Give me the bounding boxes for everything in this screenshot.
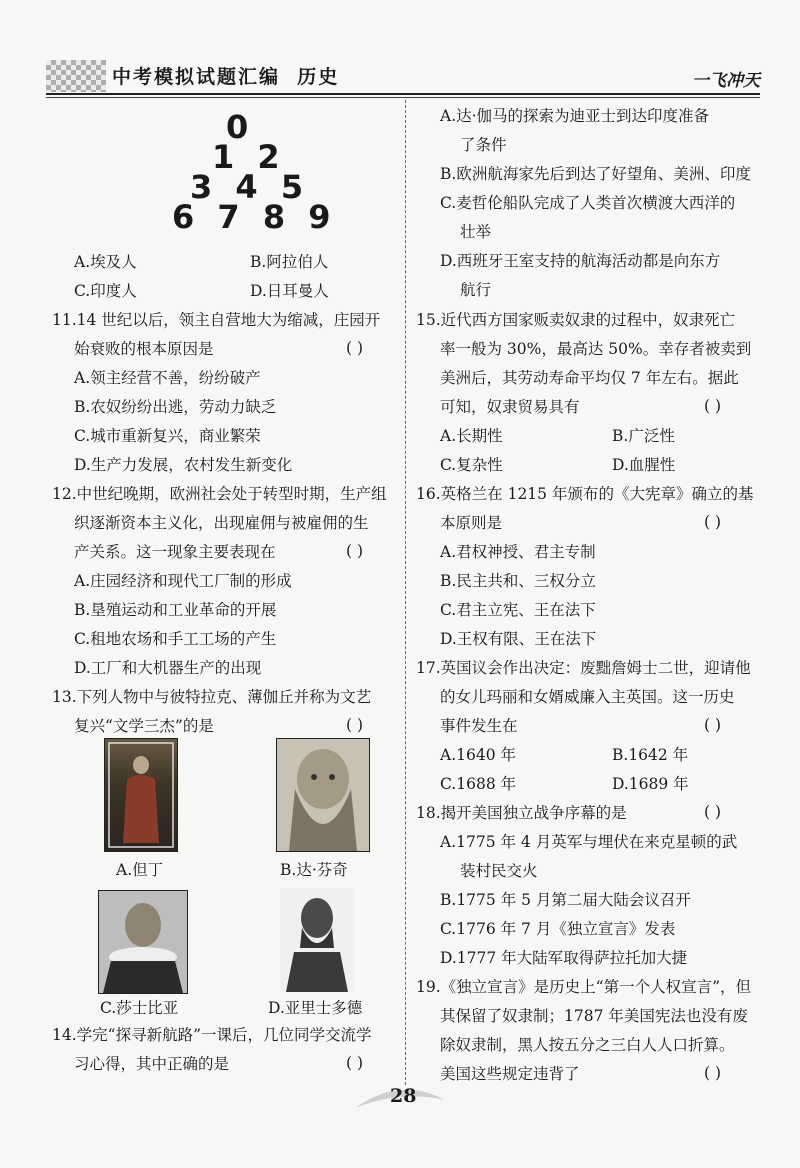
- page-number: 28: [390, 1085, 417, 1107]
- header-decoration: [46, 60, 106, 92]
- da-vinci-portrait: [276, 738, 370, 852]
- q15-option-b: B.广泛性: [612, 427, 675, 445]
- q15-stem-2: 率一般为 30%，最高达 50%。幸存者被卖到: [440, 340, 752, 358]
- pyramid-row-4: 6 7 8 9: [172, 198, 337, 236]
- q17-stem: 17.英国议会作出决定：废黜詹姆士二世，迎请他: [416, 659, 751, 677]
- book-title: 中考模拟试题汇编 历史: [112, 66, 340, 88]
- header-rule: [46, 93, 760, 95]
- q15-option-c: C.复杂性: [440, 456, 503, 474]
- q15-option-d: D.血腥性: [612, 456, 676, 474]
- q19-stem-4: 美国这些规定违背了: [440, 1065, 580, 1083]
- column-divider: [405, 100, 406, 1085]
- q18-stem: 18.揭开美国独立战争序幕的是: [416, 804, 627, 822]
- q14-stem: 14.学完“探寻新航路”一课后，几位同学交流学: [52, 1026, 372, 1044]
- pyramid-row-3: 3 4 5: [190, 168, 310, 206]
- q17-answer-blank: ( ): [704, 716, 722, 734]
- q18-option-c: C.1776 年 7 月《独立宣言》发表: [440, 920, 676, 938]
- q10-option-a: A.埃及人: [74, 253, 137, 271]
- q17-option-d: D.1689 年: [612, 775, 689, 793]
- q12-option-d: D.工厂和大机器生产的出现: [74, 659, 262, 677]
- pyramid-row-2: 1 2: [212, 138, 286, 176]
- aristotle-bust: [280, 888, 354, 992]
- q15-stem-4: 可知，奴隶贸易具有: [440, 398, 580, 416]
- q19-answer-blank: ( ): [704, 1064, 722, 1082]
- q11-option-d: D.生产力发展，农村发生新变化: [74, 456, 293, 474]
- q14-option-b: B.欧洲航海家先后到达了好望角、美洲、印度: [440, 165, 751, 183]
- q12-option-b: B.垦殖运动和工业革命的开展: [74, 601, 277, 619]
- q13-stem: 13.下列人物中与彼特拉克、薄伽丘并称为文艺: [52, 688, 372, 706]
- q11-stem: 11.14 世纪以后，领主自营地大为缩减，庄园开: [52, 311, 381, 329]
- q12-stem-3: 产关系。这一现象主要表现在: [74, 543, 276, 561]
- q15-answer-blank: ( ): [704, 397, 722, 415]
- q17-option-b: B.1642 年: [612, 746, 689, 764]
- q15-stem: 15.近代西方国家贩卖奴隶的过程中，奴隶死亡: [416, 311, 736, 329]
- q17-option-a: A.1640 年: [440, 746, 516, 764]
- q18-option-a-2: 装村民交火: [460, 862, 538, 880]
- q16-option-a: A.君权神授、君主专制: [440, 543, 596, 561]
- q14-option-d-2: 航行: [460, 281, 492, 299]
- header-rule-thin: [46, 97, 760, 98]
- q14-option-d: D.西班牙王室支持的航海活动都是向东方: [440, 252, 721, 270]
- q12-option-c: C.租地农场和手工工场的产生: [74, 630, 277, 648]
- brand-logo: 一飞冲天: [692, 71, 760, 91]
- caption-b: B.达·芬奇: [280, 861, 348, 879]
- q16-option-d: D.王权有限、王在法下: [440, 630, 597, 648]
- q16-answer-blank: ( ): [704, 513, 722, 531]
- q11-option-a: A.领主经营不善，纷纷破产: [74, 369, 261, 387]
- q11-option-c: C.城市重新复兴，商业繁荣: [74, 427, 261, 445]
- q15-stem-3: 美洲后，其劳动寿命平均仅 7 年左右。据此: [440, 369, 739, 387]
- q19-stem-2: 其保留了奴隶制；1787 年美国宪法也没有废: [440, 1007, 748, 1025]
- pyramid-row-1: 0: [226, 108, 255, 146]
- q17-stem-3: 事件发生在: [440, 717, 518, 735]
- q12-stem: 12.中世纪晚期，欧洲社会处于转型时期，生产组: [52, 485, 387, 503]
- q12-answer-blank: ( ): [346, 542, 364, 560]
- caption-c: C.莎士比亚: [100, 999, 179, 1017]
- q14-option-c-2: 壮举: [460, 223, 492, 241]
- q11-option-b: B.农奴纷纷出逃，劳动力缺乏: [74, 398, 277, 416]
- q16-stem: 16.英格兰在 1215 年颁布的《大宪章》确立的基: [416, 485, 754, 503]
- caption-d: D.亚里士多德: [268, 999, 363, 1017]
- q16-stem-2: 本原则是: [440, 514, 503, 532]
- caption-a: A.但丁: [116, 861, 164, 879]
- q14-stem-2: 习心得，其中正确的是: [74, 1055, 230, 1073]
- q16-option-b: B.民主共和、三权分立: [440, 572, 596, 590]
- q12-stem-2: 织逐渐资本主义化，出现雇佣与被雇佣的生: [74, 514, 369, 532]
- q14-option-a: A.达·伽马的探索为迪亚士到达印度准备: [440, 107, 710, 125]
- q14-option-c: C.麦哲伦船队完成了人类首次横渡大西洋的: [440, 194, 736, 212]
- q15-option-a: A.长期性: [440, 427, 503, 445]
- q13-answer-blank: ( ): [346, 716, 364, 734]
- q19-stem-3: 除奴隶制，黑人按五分之三白人人口折算。: [440, 1036, 735, 1054]
- q18-option-a: A.1775 年 4 月英军与埋伏在来克星顿的武: [440, 833, 738, 851]
- q17-option-c: C.1688 年: [440, 775, 517, 793]
- q18-answer-blank: ( ): [704, 803, 722, 821]
- q19-stem: 19.《独立宣言》是历史上“第一个人权宣言”，但: [416, 978, 751, 996]
- q10-option-c: C.印度人: [74, 282, 137, 300]
- q17-stem-2: 的女儿玛丽和女婿威廉入主英国。这一历史: [440, 688, 735, 706]
- q10-option-d: D.日耳曼人: [250, 282, 329, 300]
- q14-answer-blank: ( ): [346, 1054, 364, 1072]
- q14-option-a-2: 了条件: [460, 136, 507, 154]
- q18-option-d: D.1777 年大陆军取得萨拉托加大捷: [440, 949, 688, 967]
- dante-portrait: [104, 738, 178, 852]
- q16-option-c: C.君主立宪、王在法下: [440, 601, 596, 619]
- shakespeare-portrait: [98, 890, 188, 994]
- q12-option-a: A.庄园经济和现代工厂制的形成: [74, 572, 292, 590]
- q11-stem-2: 始衰败的根本原因是: [74, 340, 214, 358]
- q11-answer-blank: ( ): [346, 339, 364, 357]
- q18-option-b: B.1775 年 5 月第二届大陆会议召开: [440, 891, 691, 909]
- q10-option-b: B.阿拉伯人: [250, 253, 329, 271]
- q13-stem-2: 复兴“文学三杰”的是: [74, 717, 214, 735]
